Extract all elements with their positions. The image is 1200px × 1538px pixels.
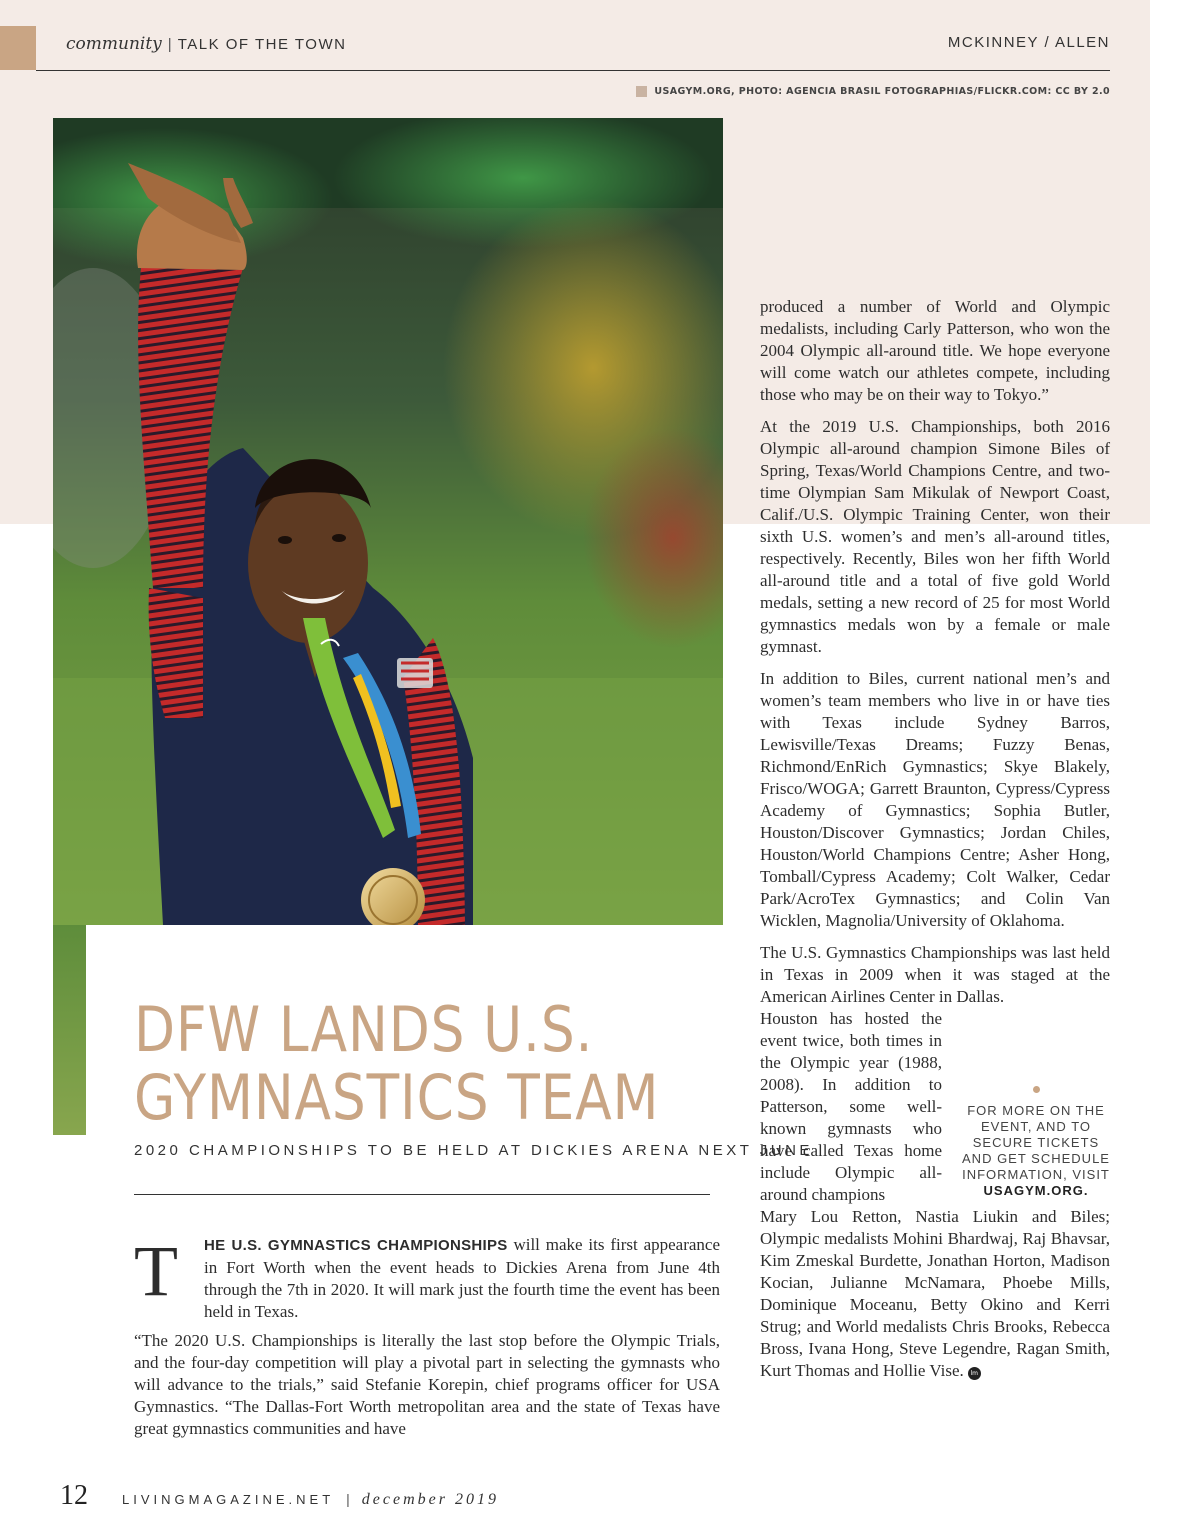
photo-credit-text: USAGYM.ORG, PHOTO: AGENCIA BRASIL FOTOGRAPHIAS/FLICKR.COM: CC BY 2.0 — [654, 86, 1110, 97]
sidebar-link[interactable]: USAGYM.ORG. — [983, 1183, 1089, 1198]
header-rule — [36, 70, 1110, 71]
footer-separator: | — [346, 1491, 350, 1507]
end-mark-icon: lm — [968, 1367, 981, 1380]
championships-paragraph: At the 2019 U.S. Championships, both 2016 Olympic all-around champion Simone Biles of Spring, Texas/World Champions Centre, and two-time Olympian Sam Mikulak of Newport Coast, Calif./U.S. Olympic Training Center, won their sixth U.S. women’s and men’s all-around titles, respectively. Recently, Biles won her fifth World all-around title and a total of five gold World medals, setting a new record of 25 for most World gymnastics medals won by a female or male gymnast. — [760, 417, 1110, 656]
section-name: community — [66, 34, 162, 54]
footer-date: december 2019 — [361, 1491, 499, 1508]
section-edge-tab — [0, 26, 36, 70]
sidebar-dot-icon — [1033, 1086, 1040, 1093]
drop-cap: T — [134, 1231, 178, 1311]
page-number: 12 — [60, 1480, 88, 1511]
section-subtitle: TALK OF THE TOWN — [177, 36, 347, 53]
footer-site[interactable]: LIVINGMAGAZINE.NET — [122, 1492, 335, 1507]
sidebar-text: FOR MORE ON THE EVENT, AND TO SECURE TICKETS AND GET SCHEDULE INFORMATION, VISIT — [962, 1103, 1110, 1182]
header-separator: | — [167, 36, 172, 53]
headline-line-2: GYMNASTICS TEAM — [134, 1061, 660, 1134]
history-paragraph-rest — [760, 1206, 1110, 1382]
subhead-rule — [134, 1194, 710, 1195]
history-paragraph-rest-text: Mary Lou Retton, Nastia Liukin and Biles; Olympic medalists Mohini Bhardwaj, Raj Bhavsar, Kim Zmeskal Burdette, Jonathan Horton, Madison Kocian, Julianne McNamara, Phoebe Mills, Dominique Moceanu, Betty Okino and Kerri Strug; and World medalists Chris Brooks, Rebecca Bross, Ivana Hong, Steve Legendre, Ragan Smith, Kurt Thomas and Hollie Vise. — [760, 1207, 1110, 1380]
credit-swatch-icon — [636, 86, 647, 97]
headline-line-1: DFW LANDS U.S. — [134, 993, 594, 1066]
photo-edge-strip — [53, 925, 86, 1135]
right-column — [760, 296, 1110, 1382]
history-paragraph-lead: The U.S. Gymnastics Championships was last held in Texas in 2009 when it was staged at the American Airlines Center in Dallas. — [760, 943, 1110, 1006]
lead-in: HE U.S. GYMNASTICS CHAMPIONSHIPS — [203, 1237, 508, 1254]
intro-paragraph — [134, 1231, 721, 1323]
history-paragraph-wrap: Houston has hosted the event twice, both times in the Olympic year (1988, 2008). In addition to Patterson, some well-known gymnasts who have called Texas home include Olympic all-around champions — [760, 1009, 942, 1204]
intro-text: will make its first appearance in Fort Worth when the event heads to Dickies Arena from June 4th through the 7th in 2020. It will mark just the fourth time the event has been held in Texas. — [203, 1235, 721, 1321]
page-footer — [60, 1480, 499, 1512]
team-members-paragraph: In addition to Biles, current national men’s and women’s team members who live in or have ties with Texas include Sydney Barros, Lewisville/Texas Dreams; Fuzzy Benas, Richmond/EnRich Gymnastics; Skye Blakely, Frisco/WOGA; Garrett Braunton, Cypress/Cypress Academy of Gymnastics; Sophia Butler, Houston/Discover Gymnastics; Jordan Chiles, Houston/World Champions Centre; Asher Hong, Tomball/Cypress Academy; Colt Walker, Cedar Park/AcroTex Gymnastics; and Colin Van Wicklen, Magnolia/University of Oklahoma. — [760, 669, 1110, 930]
quote-paragraph: “The 2020 U.S. Championships is literally the last stop before the Olympic Trials, and the four-day competition will play a pivotal part in selecting the gymnasts who will advance to the trials,” said Stefanie Korepin, chief programs officer for USA Gymnastics. “The Dallas-Fort Worth metropolitan area and the state of Texas have great gymnastics communities and have — [134, 1331, 720, 1438]
quote-continuation: produced a number of World and Olympic medalists, including Carly Patterson, who won the 2004 Olympic all-around title. We hope everyone will come watch our athletes compete, including those who may be on their way to Tokyo.” — [760, 297, 1110, 404]
feature-photo — [53, 118, 723, 925]
edition-label: MCKINNEY / ALLEN — [947, 34, 1110, 51]
photo-credit — [636, 86, 1110, 97]
section-header — [66, 34, 346, 58]
more-info-sidebar — [962, 1086, 1110, 1198]
headline — [134, 993, 660, 1134]
subheadline: 2020 CHAMPIONSHIPS TO BE HELD AT DICKIES ARENA NEXT JUNE — [134, 1142, 813, 1159]
